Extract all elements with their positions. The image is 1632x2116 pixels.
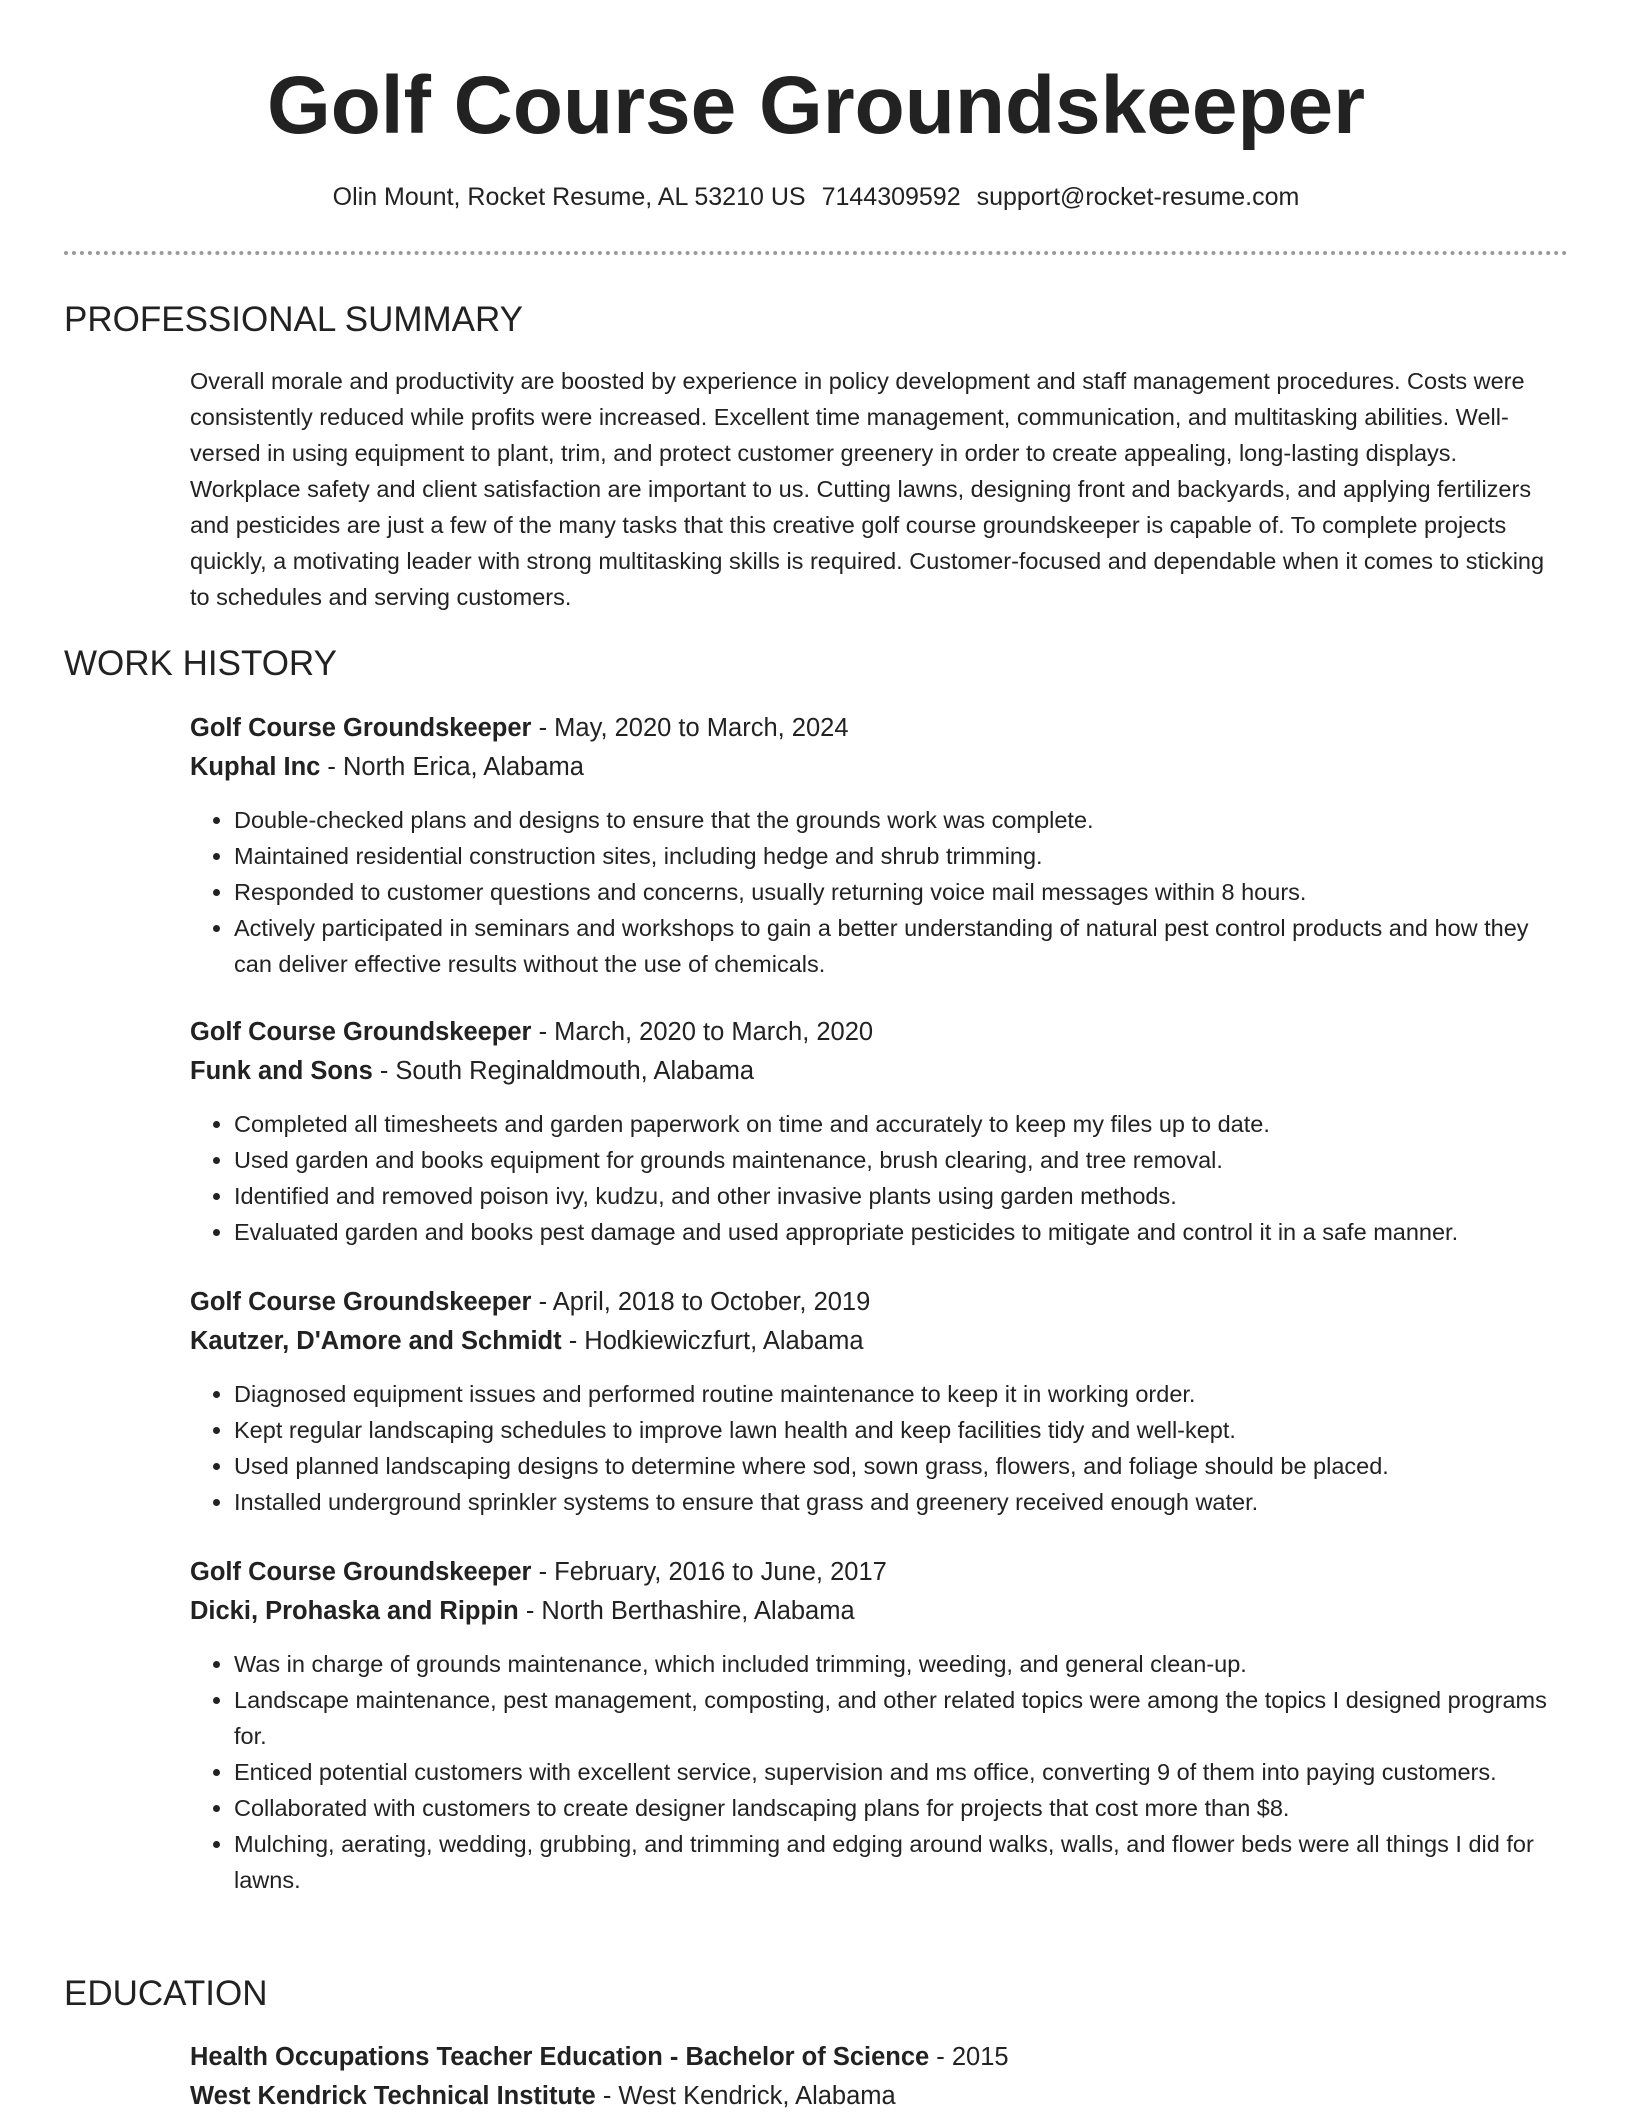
job-bullet: • Diagnosed equipment issues and performed routine maintenance to keep it in working order.	[234, 1376, 1568, 1412]
job-entry	[190, 1283, 1568, 1520]
education-entry	[190, 2038, 1568, 2116]
job-bullet: • Kept regular landscaping schedules to improve lawn health and keep facilities tidy and well-kept.	[234, 1412, 1568, 1448]
job-location: - North Erica, Alabama	[320, 753, 584, 781]
job-bullet: • Mulching, aerating, wedding, grubbing, and trimming and edging around walks, walls, and flower beds were all things I did for lawns.	[234, 1826, 1568, 1898]
job-bullets	[190, 1646, 1568, 1898]
job-bullet: • Evaluated garden and books pest damage and used appropriate pesticides to mitigate and control it in a safe manner.	[234, 1214, 1568, 1250]
education-heading: EDUCATION	[64, 1974, 268, 2013]
job-bullet: • Enticed potential customers with excellent service, supervision and ms office, converting 9 of them into paying customers.	[234, 1754, 1568, 1790]
contact-phone: 7144309592	[821, 183, 961, 211]
job-company-line	[190, 1322, 1568, 1361]
contact-address: Olin Mount, Rocket Resume, AL 53210 US	[332, 183, 806, 211]
job-company: Kautzer, D'Amore and Schmidt	[190, 1327, 562, 1355]
job-title-line	[190, 1013, 1568, 1052]
job-location: - South Reginaldmouth, Alabama	[372, 1057, 755, 1085]
job-bullet: • Installed underground sprinkler systems to ensure that grass and greenery received enough water.	[234, 1484, 1568, 1520]
job-bullet: • Double-checked plans and designs to ensure that the grounds work was complete.	[234, 802, 1568, 838]
job-role: Golf Course Groundskeeper	[190, 1018, 532, 1046]
job-location: - North Berthashire, Alabama	[518, 1597, 855, 1625]
job-bullet: • Identified and removed poison ivy, kudzu, and other invasive plants using garden methods.	[234, 1178, 1568, 1214]
job-title-line	[190, 1283, 1568, 1322]
job-bullets	[190, 1376, 1568, 1520]
job-location: - Hodkiewiczfurt, Alabama	[561, 1327, 864, 1355]
job-company-line	[190, 1592, 1568, 1631]
summary-heading: PROFESSIONAL SUMMARY	[64, 300, 523, 339]
job-company-line	[190, 1052, 1568, 1091]
job-company: Funk and Sons	[190, 1057, 373, 1085]
job-role: Golf Course Groundskeeper	[190, 1558, 532, 1586]
summary-section	[190, 363, 1568, 615]
job-company-line	[190, 748, 1568, 787]
job-bullet: • Was in charge of grounds maintenance, which included trimming, weeding, and general clean-up.	[234, 1646, 1568, 1682]
job-dates: - March, 2020 to March, 2020	[531, 1018, 874, 1046]
job-dates: - February, 2016 to June, 2017	[531, 1558, 887, 1586]
job-company: Dicki, Prohaska and Rippin	[190, 1597, 519, 1625]
education-degree: Health Occupations Teacher Education - Bachelor of Science	[190, 2043, 930, 2071]
job-company: Kuphal Inc	[190, 753, 321, 781]
job-bullets	[190, 802, 1568, 982]
job-role: Golf Course Groundskeeper	[190, 1288, 532, 1316]
contact-line	[0, 180, 1632, 214]
work-history-heading: WORK HISTORY	[64, 644, 337, 683]
job-bullets	[190, 1106, 1568, 1250]
job-bullet: • Responded to customer questions and concerns, usually returning voice mail messages within 8 hours.	[234, 874, 1568, 910]
job-bullet: • Completed all timesheets and garden paperwork on time and accurately to keep my files up to date.	[234, 1106, 1568, 1142]
job-bullet: • Actively participated in seminars and workshops to gain a better understanding of natural pest control products and how they can deliver effective results without the use of chemicals.	[234, 910, 1568, 982]
job-title-line	[190, 709, 1568, 748]
education-degree-line	[190, 2038, 1568, 2077]
job-bullet: • Maintained residential construction sites, including hedge and shrub trimming.	[234, 838, 1568, 874]
education-school: West Kendrick Technical Institute	[190, 2082, 596, 2110]
job-bullet: • Used garden and books equipment for grounds maintenance, brush clearing, and tree removal.	[234, 1142, 1568, 1178]
summary-text: Overall morale and productivity are boosted by experience in policy development and staff management procedures. Costs were consistently reduced while profits were increased. Excellent time management, communication, and multitasking abilities. Well-versed in using equipment to plant, trim, and protect customer greenery in order to create appealing, long-lasting displays. Workplace safety and client satisfaction are important to us. Cutting lawns, designing front and backyards, and applying fertilizers and pesticides are just a few of the many tasks that this creative golf course groundskeeper is capable of. To complete projects quickly, a motivating leader with strong multitasking skills is required. Customer-focused and dependable when it comes to sticking to schedules and serving customers.	[190, 368, 1545, 610]
job-dates: - April, 2018 to October, 2019	[531, 1288, 871, 1316]
job-dates: - May, 2020 to March, 2024	[531, 714, 849, 742]
header-divider	[64, 251, 1568, 255]
education-year: - 2015	[929, 2043, 1009, 2071]
job-entry	[190, 1013, 1568, 1250]
job-entry	[190, 1553, 1568, 1898]
job-entry	[190, 709, 1568, 982]
contact-email[interactable]: support@rocket-resume.com	[976, 183, 1300, 211]
job-bullet: • Used planned landscaping designs to determine where sod, sown grass, flowers, and foliage should be placed.	[234, 1448, 1568, 1484]
candidate-name: Golf Course Groundskeeper	[266, 60, 1366, 151]
job-title-line	[190, 1553, 1568, 1592]
job-role: Golf Course Groundskeeper	[190, 714, 532, 742]
job-bullet: • Landscape maintenance, pest management, composting, and other related topics were among the topics I designed programs for.	[234, 1682, 1568, 1754]
job-bullet: • Collaborated with customers to create designer landscaping plans for projects that cost more than $8.	[234, 1790, 1568, 1826]
education-location: - West Kendrick, Alabama	[595, 2082, 896, 2110]
education-school-line	[190, 2077, 1568, 2116]
